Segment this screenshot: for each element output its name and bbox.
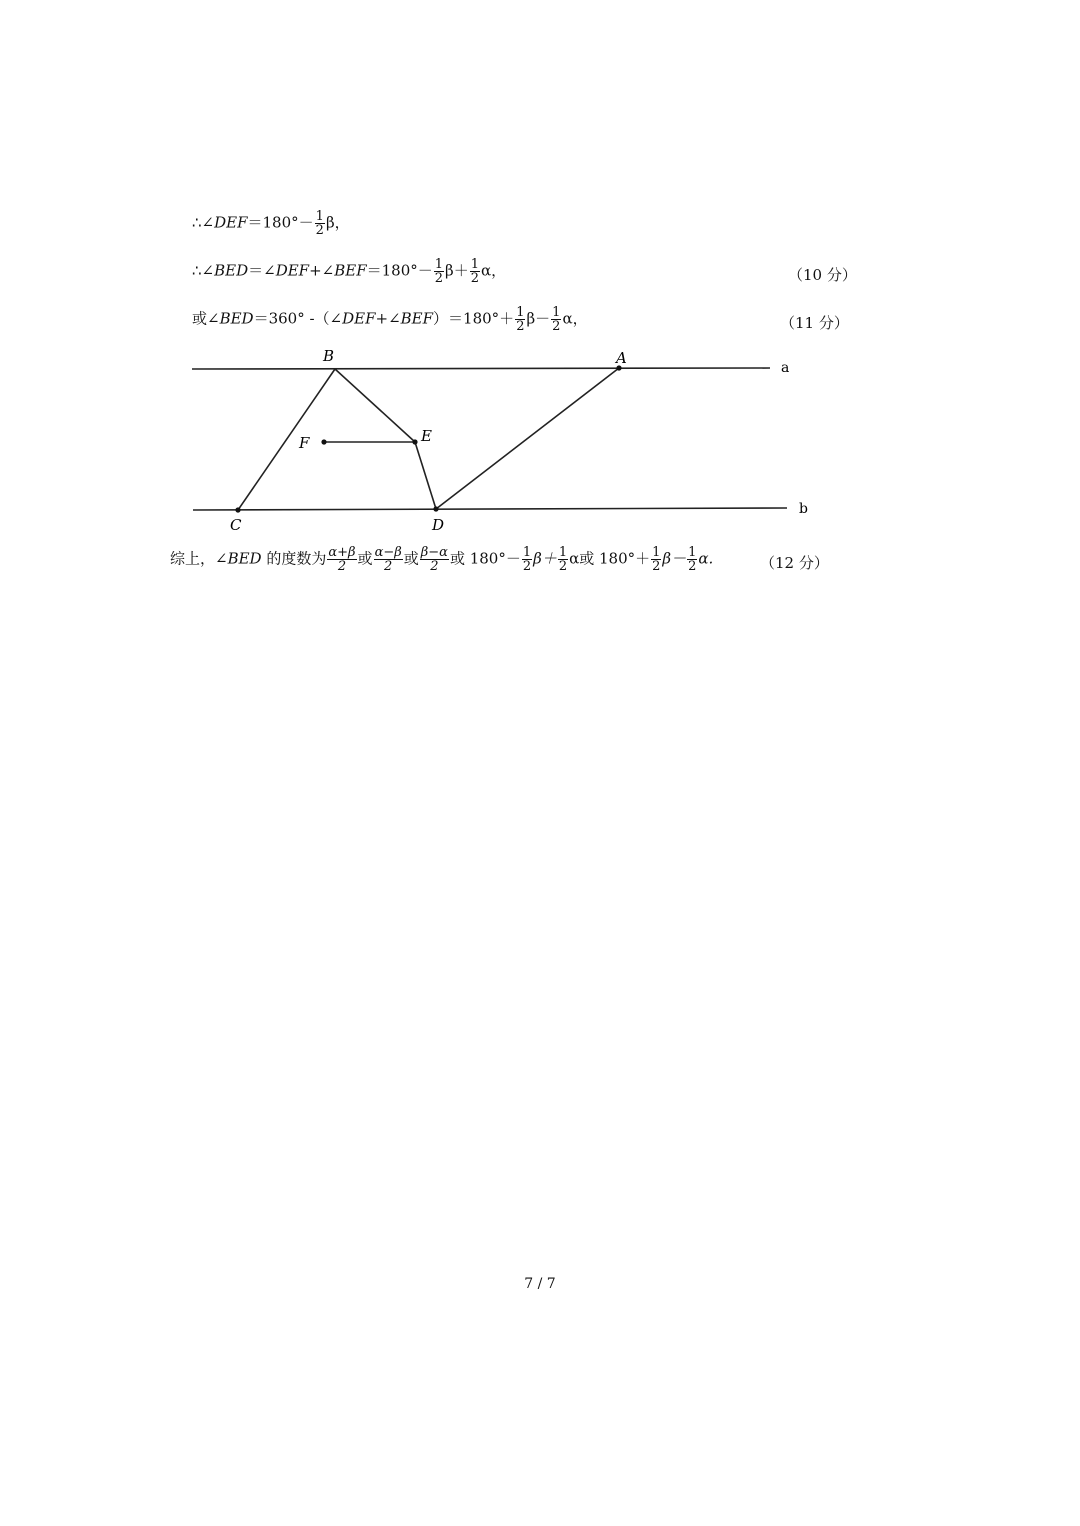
fraction: $\frac{1}{2}$ xyxy=(522,545,532,574)
angle-name: DEF xyxy=(342,309,376,328)
summary-text: α. xyxy=(698,549,714,568)
fraction: $\frac{\alpha+\beta}{2}$ xyxy=(328,545,356,574)
summary-text: α或 180°＋ xyxy=(569,549,651,568)
fraction: $\frac{1}{2}$ xyxy=(516,305,525,334)
segment-ED xyxy=(415,442,436,509)
or-angle: 或∠ xyxy=(192,309,220,328)
label-E: E xyxy=(421,427,432,445)
therefore-angle: ∴∠ xyxy=(192,213,215,232)
therefore-angle: ∴∠ xyxy=(192,261,215,280)
label-C: C xyxy=(230,516,242,534)
or-text: 或 xyxy=(357,549,373,568)
line-a xyxy=(192,368,770,369)
angle-name: BED xyxy=(219,309,254,328)
equals-text: ＝180°－ xyxy=(247,213,314,232)
point-F-dot xyxy=(321,439,326,444)
summary-text: β＋ xyxy=(533,549,557,568)
fraction: $\frac{\beta-\alpha}{2}$ xyxy=(420,545,448,574)
tail-text: β， xyxy=(325,213,350,232)
fraction: $\frac{1}{2}$ xyxy=(652,545,661,574)
segment-BC xyxy=(238,369,335,510)
tail-text: α， xyxy=(562,309,588,328)
angle-name: DEF xyxy=(214,213,248,232)
angle-name: BEF xyxy=(334,261,367,280)
label-A: A xyxy=(616,349,627,367)
summary-text: 或 180°－ xyxy=(449,549,521,568)
or-text: 或 xyxy=(403,549,419,568)
summary-text: 的度数为 xyxy=(261,549,327,568)
label-line-a: a xyxy=(781,360,790,376)
fraction: $\frac{1}{2}$ xyxy=(558,545,568,574)
fraction: $\frac{1}{2}$ xyxy=(315,209,324,238)
label-D: D xyxy=(432,516,445,534)
plus-text: +∠ xyxy=(309,261,335,280)
score-10: （10 分） xyxy=(788,266,857,284)
summary-text: β－ xyxy=(662,549,687,568)
tail-text: α， xyxy=(481,261,507,280)
page-number: 7 / 7 xyxy=(524,1276,556,1292)
fraction: $\frac{1}{2}$ xyxy=(434,257,444,286)
angle-name: BED xyxy=(227,549,262,568)
geometry-figure xyxy=(0,0,1080,560)
plus-text: +∠ xyxy=(375,309,401,328)
segment-BE xyxy=(335,369,415,442)
angle-name: DEF xyxy=(275,261,310,280)
equals-text: ）＝180°＋ xyxy=(433,309,515,328)
point-E-dot xyxy=(412,439,417,444)
mid-text: β＋ xyxy=(445,261,469,280)
segment-DA xyxy=(436,368,619,509)
summary-line xyxy=(170,546,713,573)
point-D-dot xyxy=(433,506,438,511)
equals-text: ＝∠ xyxy=(248,261,276,280)
angle-name: BEF xyxy=(400,309,434,328)
fraction: $\frac{1}{2}$ xyxy=(688,545,697,574)
fraction: $\frac{\alpha-\beta}{2}$ xyxy=(374,545,402,574)
summary-prefix: 综上，∠ xyxy=(170,549,228,568)
mid-text: β－ xyxy=(526,309,551,328)
label-B: B xyxy=(323,347,335,365)
label-F: F xyxy=(299,434,310,452)
score-12: （12 分） xyxy=(760,554,829,572)
fraction: $\frac{1}{2}$ xyxy=(552,305,561,334)
fraction: $\frac{1}{2}$ xyxy=(470,257,480,286)
equals-text: ＝360° -（∠ xyxy=(253,309,343,328)
equals-text: ＝180°－ xyxy=(366,261,433,280)
angle-name: BED xyxy=(214,261,249,280)
score-11: （11 分） xyxy=(780,314,849,332)
point-C-dot xyxy=(235,507,240,512)
line-b xyxy=(193,508,787,510)
label-line-b: b xyxy=(799,501,808,517)
